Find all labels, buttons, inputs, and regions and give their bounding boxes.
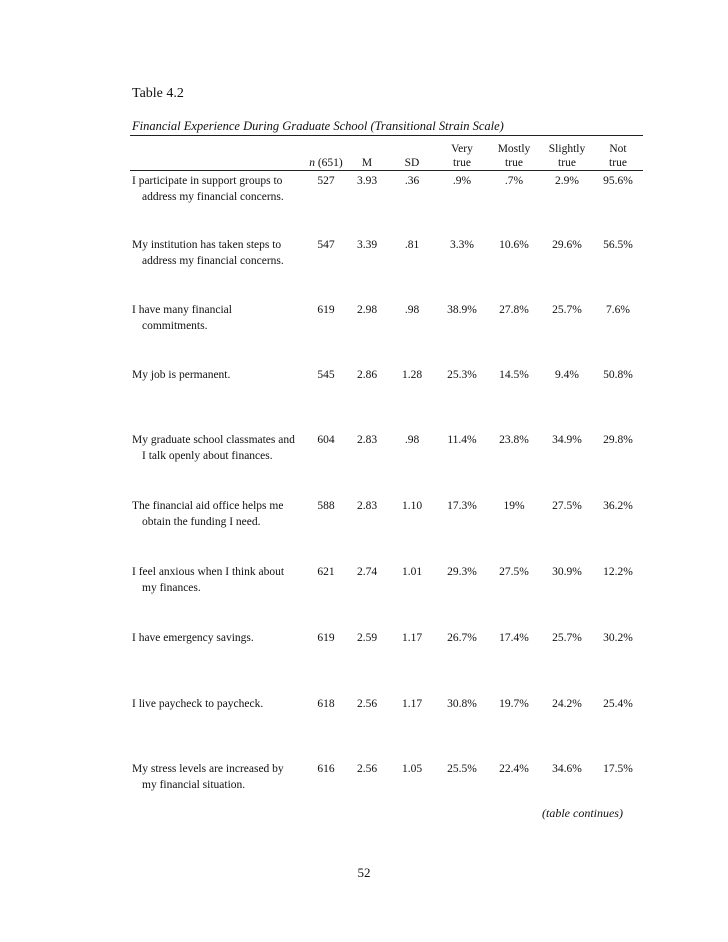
row-slightly-true: 2.9% bbox=[555, 175, 579, 187]
row-item: My stress levels are increased by my financial situation. bbox=[132, 763, 284, 791]
row-sd: 1.28 bbox=[401, 369, 423, 381]
row-sd: 1.10 bbox=[401, 500, 423, 512]
header-mean: M bbox=[361, 157, 373, 169]
row-mostly-true: 14.5% bbox=[499, 369, 529, 381]
row-mean: 2.56 bbox=[356, 698, 378, 710]
header-not-line1: Not bbox=[609, 143, 627, 155]
page-number: 52 bbox=[357, 865, 371, 880]
row-mostly-true: 19.7% bbox=[499, 698, 529, 710]
row-mean: 2.83 bbox=[356, 434, 378, 446]
row-n: 621 bbox=[317, 566, 335, 578]
header-n-symbol: n bbox=[309, 157, 315, 169]
row-n: 618 bbox=[317, 698, 335, 710]
row-n: 588 bbox=[317, 500, 335, 512]
row-sd: 1.17 bbox=[401, 632, 423, 644]
row-n: 616 bbox=[317, 763, 335, 775]
row-very-true: 3.3% bbox=[450, 239, 474, 251]
header-slightly-true bbox=[541, 142, 593, 170]
row-mostly-true: 22.4% bbox=[499, 763, 529, 775]
row-not-true: 29.8% bbox=[603, 434, 633, 446]
header-mostly-line1: Mostly bbox=[497, 143, 531, 155]
row-item: I participate in support groups to address my financial concerns. bbox=[132, 175, 284, 203]
row-sd: 1.01 bbox=[401, 566, 423, 578]
table-caption: Financial Experience During Graduate School (Transitional Strain Scale) bbox=[132, 119, 504, 133]
row-very-true: 17.3% bbox=[447, 500, 477, 512]
row-n: 619 bbox=[317, 304, 335, 316]
row-item: My graduate school classmates and I talk openly about finances. bbox=[132, 434, 295, 462]
row-item: My institution has taken steps to address my financial concerns. bbox=[132, 239, 284, 267]
row-not-true: 36.2% bbox=[603, 500, 633, 512]
row-slightly-true: 29.6% bbox=[552, 239, 582, 251]
header-n-total: (651) bbox=[314, 157, 343, 169]
row-mean: 2.98 bbox=[356, 304, 378, 316]
row-mostly-true: 27.5% bbox=[499, 566, 529, 578]
header-n bbox=[300, 156, 352, 170]
row-slightly-true: 34.9% bbox=[552, 434, 582, 446]
row-not-true: 25.4% bbox=[603, 698, 633, 710]
row-sd: .98 bbox=[404, 434, 420, 446]
row-slightly-true: 9.4% bbox=[555, 369, 579, 381]
header-slightly-line2: true bbox=[558, 157, 576, 169]
row-mostly-true: .7% bbox=[504, 175, 524, 187]
row-mean: 3.93 bbox=[356, 175, 378, 187]
row-slightly-true: 27.5% bbox=[552, 500, 582, 512]
row-not-true: 17.5% bbox=[603, 763, 633, 775]
row-very-true: 38.9% bbox=[447, 304, 477, 316]
row-very-true: 29.3% bbox=[447, 566, 477, 578]
row-sd: .36 bbox=[404, 175, 420, 187]
row-sd: 1.17 bbox=[401, 698, 423, 710]
row-slightly-true: 24.2% bbox=[552, 698, 582, 710]
row-slightly-true: 34.6% bbox=[552, 763, 582, 775]
row-n: 604 bbox=[317, 434, 335, 446]
row-not-true: 95.6% bbox=[603, 175, 633, 187]
row-mostly-true: 27.8% bbox=[499, 304, 529, 316]
header-mostly-true bbox=[489, 142, 539, 170]
row-mean: 3.39 bbox=[356, 239, 378, 251]
row-item: I live paycheck to paycheck. bbox=[132, 698, 264, 710]
row-not-true: 7.6% bbox=[606, 304, 630, 316]
row-mean: 2.74 bbox=[356, 566, 378, 578]
header-rule bbox=[130, 170, 643, 171]
header-not-line2: true bbox=[609, 157, 627, 169]
header-very-line2: true bbox=[453, 157, 471, 169]
row-sd: .98 bbox=[404, 304, 420, 316]
row-mostly-true: 17.4% bbox=[499, 632, 529, 644]
row-n: 619 bbox=[317, 632, 335, 644]
row-very-true: 25.3% bbox=[447, 369, 477, 381]
row-slightly-true: 25.7% bbox=[552, 304, 582, 316]
row-not-true: 50.8% bbox=[603, 369, 633, 381]
row-mean: 2.86 bbox=[356, 369, 378, 381]
row-very-true: 26.7% bbox=[447, 632, 477, 644]
row-mostly-true: 23.8% bbox=[499, 434, 529, 446]
row-mean: 2.59 bbox=[356, 632, 378, 644]
header-mostly-line2: true bbox=[505, 157, 523, 169]
row-item: I have many financial commitments. bbox=[132, 304, 232, 332]
row-very-true: 30.8% bbox=[447, 698, 477, 710]
caption-rule bbox=[130, 135, 643, 136]
row-mostly-true: 10.6% bbox=[499, 239, 529, 251]
header-slightly-line1: Slightly bbox=[548, 143, 586, 155]
row-not-true: 56.5% bbox=[603, 239, 633, 251]
row-very-true: .9% bbox=[452, 175, 472, 187]
row-item: The financial aid office helps me obtain the funding I need. bbox=[132, 500, 284, 528]
row-slightly-true: 30.9% bbox=[552, 566, 582, 578]
table-continues-note: (table continues) bbox=[542, 806, 623, 820]
row-not-true: 12.2% bbox=[603, 566, 633, 578]
row-mean: 2.83 bbox=[356, 500, 378, 512]
row-mostly-true: 19% bbox=[503, 500, 525, 512]
row-n: 547 bbox=[317, 239, 335, 251]
row-very-true: 11.4% bbox=[447, 434, 477, 446]
row-not-true: 30.2% bbox=[603, 632, 633, 644]
row-item: I feel anxious when I think about my finances. bbox=[132, 566, 285, 594]
header-not-true bbox=[595, 142, 641, 170]
header-very-true bbox=[437, 142, 487, 170]
row-sd: 1.05 bbox=[401, 763, 423, 775]
row-n: 545 bbox=[317, 369, 335, 381]
row-slightly-true: 25.7% bbox=[552, 632, 582, 644]
row-mean: 2.56 bbox=[356, 763, 378, 775]
row-item: I have emergency savings. bbox=[132, 632, 254, 644]
row-n: 527 bbox=[317, 175, 335, 187]
row-item: My job is permanent. bbox=[132, 369, 231, 381]
row-sd: .81 bbox=[404, 239, 420, 251]
row-very-true: 25.5% bbox=[447, 763, 477, 775]
header-sd: SD bbox=[404, 157, 420, 169]
table-label: Table 4.2 bbox=[132, 86, 184, 101]
header-very-line1: Very bbox=[451, 143, 473, 155]
